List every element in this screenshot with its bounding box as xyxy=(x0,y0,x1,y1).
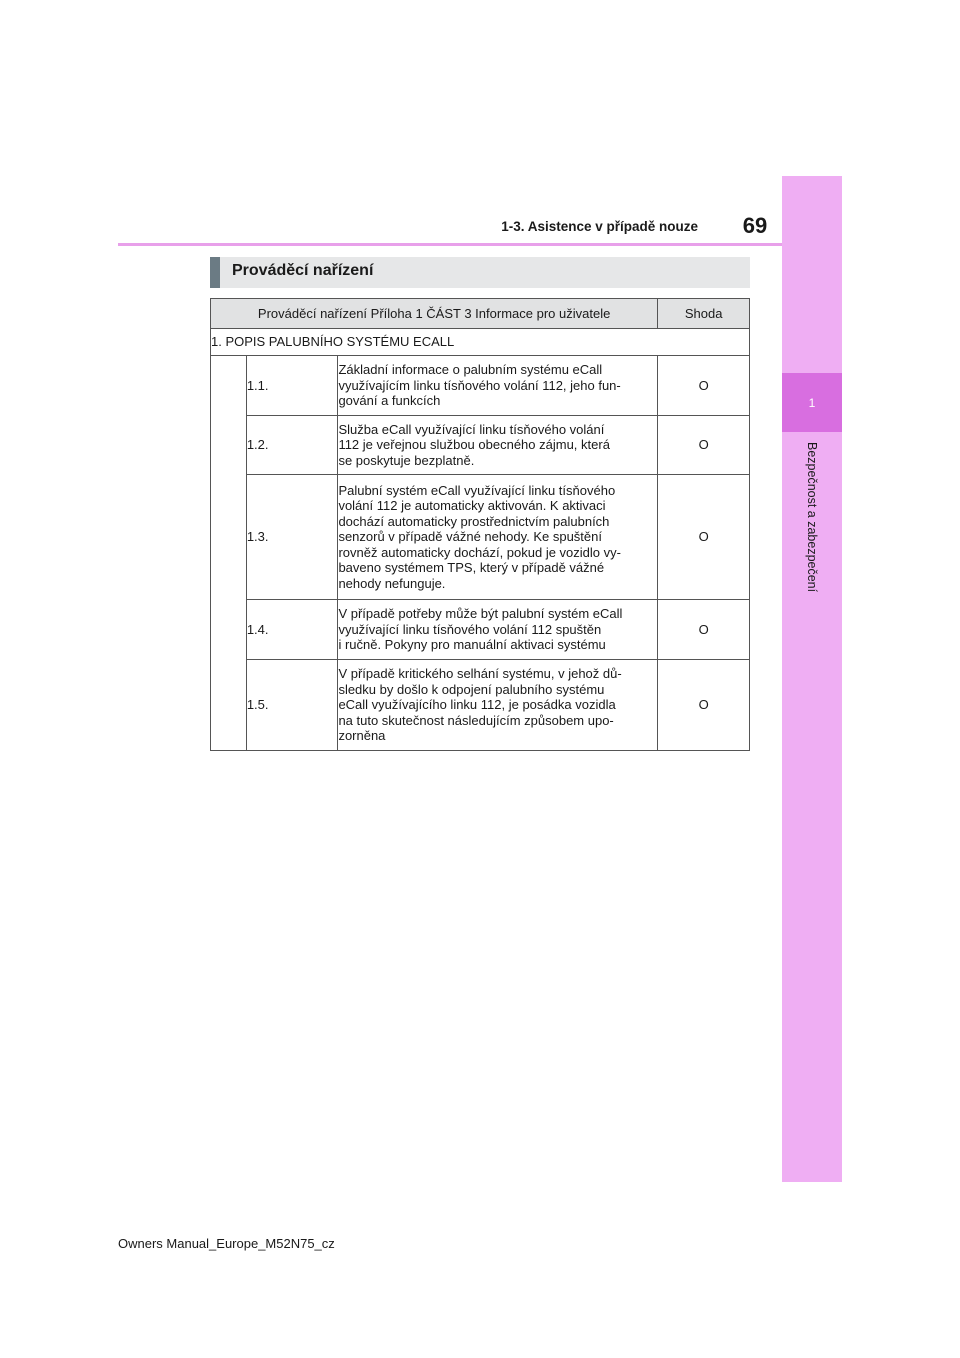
chapter-title: Bezpečnost a zabezpečení xyxy=(805,442,819,593)
item-description xyxy=(338,600,658,660)
footer-doc-id: Owners Manual_Europe_M52N75_cz xyxy=(118,1236,335,1251)
description-line: využívajícím linku tísňového volání 112, jeho fun- xyxy=(338,377,621,393)
description-line: dochází automaticky prostřednictvím palubních xyxy=(338,513,610,529)
side-tab xyxy=(782,176,842,1182)
description-line: eCall využívajícího linku 112, je posádka vozidla xyxy=(338,697,616,713)
chapter-number: 1 xyxy=(808,395,816,410)
table-row xyxy=(211,660,750,751)
box-title xyxy=(210,257,750,288)
description-line: 112 je veřejnou službou obecného zájmu, která xyxy=(338,437,610,453)
header-info-column: Prováděcí nařízení Příloha 1 ČÁST 3 Informace pro uživatele xyxy=(211,299,658,329)
table-row xyxy=(211,416,750,475)
item-description xyxy=(338,356,658,416)
header-rule xyxy=(118,243,782,246)
table-row xyxy=(211,475,750,600)
item-shoda: O xyxy=(658,660,750,751)
page-number: 69 xyxy=(742,213,768,238)
description-line: Palubní systém eCall využívající linku tísňového xyxy=(338,482,616,498)
box-title-text: Prováděcí nařízení xyxy=(232,262,374,279)
item-number: 1.3. xyxy=(246,475,338,600)
description-line: zorněna xyxy=(338,728,386,744)
description-line: i ručně. Pokyny pro manuální aktivaci systému xyxy=(338,637,606,653)
item-number: 1.5. xyxy=(246,660,338,751)
item-description xyxy=(338,660,658,751)
header-shoda-column: Shoda xyxy=(658,299,750,329)
description-line: volání 112 je automaticky aktivován. K aktivaci xyxy=(338,498,606,514)
item-shoda: O xyxy=(658,600,750,660)
description-line: gování a funkcích xyxy=(338,393,441,409)
item-number: 1.1. xyxy=(246,356,338,416)
description-line: sledku by došlo k odpojení palubního systému xyxy=(338,681,605,697)
table-row xyxy=(211,600,750,660)
description-line: nehody nefunguje. xyxy=(338,575,446,591)
description-line: V případě kritického selhání systému, v jehož dů- xyxy=(338,666,622,682)
indent-cell xyxy=(211,356,247,751)
item-description xyxy=(338,416,658,475)
item-number: 1.4. xyxy=(246,600,338,660)
description-line: využívající linku tísňového volání 112 spuštěn xyxy=(338,621,602,637)
description-line: Základní informace o palubním systému eCall xyxy=(338,362,603,378)
description-line: se poskytuje bezplatně. xyxy=(338,452,475,468)
section-row xyxy=(211,329,750,356)
chapter-number-box xyxy=(782,373,842,432)
section-heading: 1-3. Asistence v případě nouze xyxy=(501,219,698,234)
table-header-row xyxy=(211,299,750,329)
item-shoda: O xyxy=(658,356,750,416)
description-line: Služba eCall využívající linku tísňového volání xyxy=(338,421,605,437)
item-description xyxy=(338,475,658,600)
description-line: senzorů v případě vážné nehody. Ke spuštění xyxy=(338,529,602,545)
regulation-table xyxy=(210,298,750,751)
item-shoda: O xyxy=(658,475,750,600)
description-line: rovněž automaticky dochází, pokud je vozidlo vy- xyxy=(338,544,621,560)
table-row xyxy=(211,356,750,416)
item-number: 1.2. xyxy=(246,416,338,475)
item-shoda: O xyxy=(658,416,750,475)
description-line: na tuto skutečnost následujícím způsobem upo- xyxy=(338,712,614,728)
section-row-title: 1. POPIS PALUBNÍHO SYSTÉMU ECALL xyxy=(211,329,750,356)
description-line: V případě potřeby může být palubní systém eCall xyxy=(338,606,623,622)
description-line: baveno systémem TPS, který v případě vážné xyxy=(338,560,605,576)
